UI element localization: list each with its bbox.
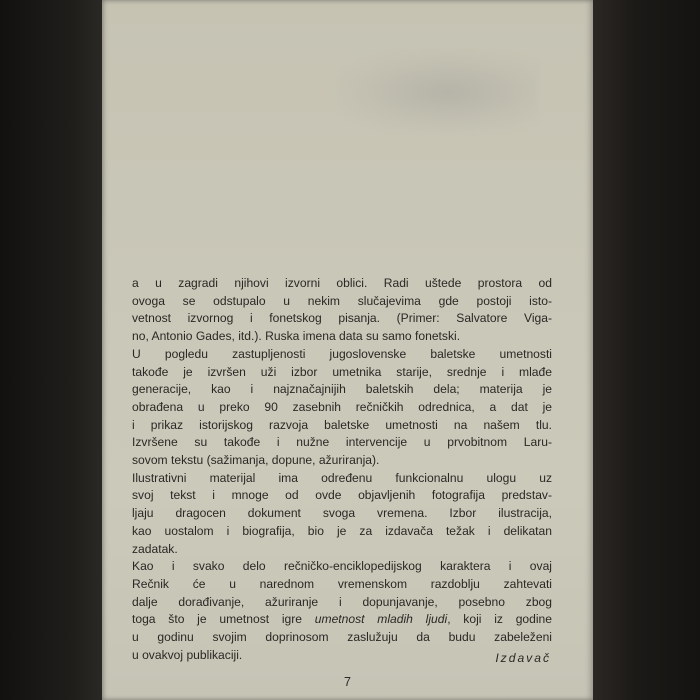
text-line: generacije, kao i najznačajnijih baletskih dela; materija je	[132, 382, 552, 397]
book-page	[102, 0, 593, 700]
text-line: Izvršene su takođe i nužne intervencije u prvobitnom Laru-	[132, 435, 552, 450]
text-line: U pogledu zastupljenosti jugoslovenske baletske umetnosti	[132, 346, 552, 361]
text-line: ovoga se odstupalo u nekim slučajevima gde postoji isto-	[132, 293, 552, 308]
text-line: u ovakvoj publikaciji.	[132, 647, 243, 662]
page-number: 7	[344, 675, 351, 689]
text-line: zadatak.	[132, 541, 178, 556]
background-left	[0, 0, 104, 700]
text-line: i prikaz istorijskog razvoja baletske umetnosti na našem tlu.	[132, 417, 552, 432]
publisher-signature: Izdavač	[495, 651, 551, 665]
text-segment: toga što je umetnost igre	[132, 612, 315, 627]
text-line: svoj tekst i mnoge od ovde objavljenih fotografija predstav-	[132, 488, 552, 503]
text-line: ljaju dragocen dokument svoga vremena. Izbor ilustracija,	[132, 506, 552, 521]
text-segment: , koji iz godine	[447, 612, 553, 627]
text-line: vetnost izvornog i fonetskog pisanja. (Primer: Salvatore Viga-	[132, 311, 552, 326]
text-line: takođe je izvršen uži izbor umetnika starije, srednje i mlađe	[132, 364, 552, 379]
text-line: Kao i svako delo rečničko-enciklopedijskog karaktera i ovaj	[132, 559, 552, 574]
text-line: sovom tekstu (sažimanja, dopune, ažuriranja).	[132, 453, 380, 468]
background-right	[592, 0, 700, 700]
text-line: kao uostalom i biografija, bio je za izdavača težak i delikatan	[132, 523, 552, 538]
text-line: Rečnik će u narednom vremenskom razdoblju zahtevati	[132, 576, 552, 591]
text-line: dalje dorađivanje, ažuriranje i dopunjavanje, posebno zbog	[132, 594, 552, 609]
bleed-through-image	[338, 52, 538, 132]
text-line: a u zagradi njihovi izvorni oblici. Radi uštede prostora od	[132, 276, 552, 290]
text-line: no, Antonio Gades, itd.). Ruska imena data su samo fonetski.	[132, 329, 461, 344]
body-text	[132, 275, 552, 664]
text-line: obrađena u preko 90 zasebnih rečničkih odrednica, a dat je	[132, 399, 552, 414]
text-line	[132, 611, 552, 629]
text-line: Ilustrativni materijal ima određenu funkcionalnu ulogu uz	[132, 470, 552, 485]
text-line: u godinu svojim doprinosom zaslužuju da budu zabeleženi	[132, 630, 552, 645]
emphasized-text: umetnost mladih ljudi	[314, 612, 448, 627]
